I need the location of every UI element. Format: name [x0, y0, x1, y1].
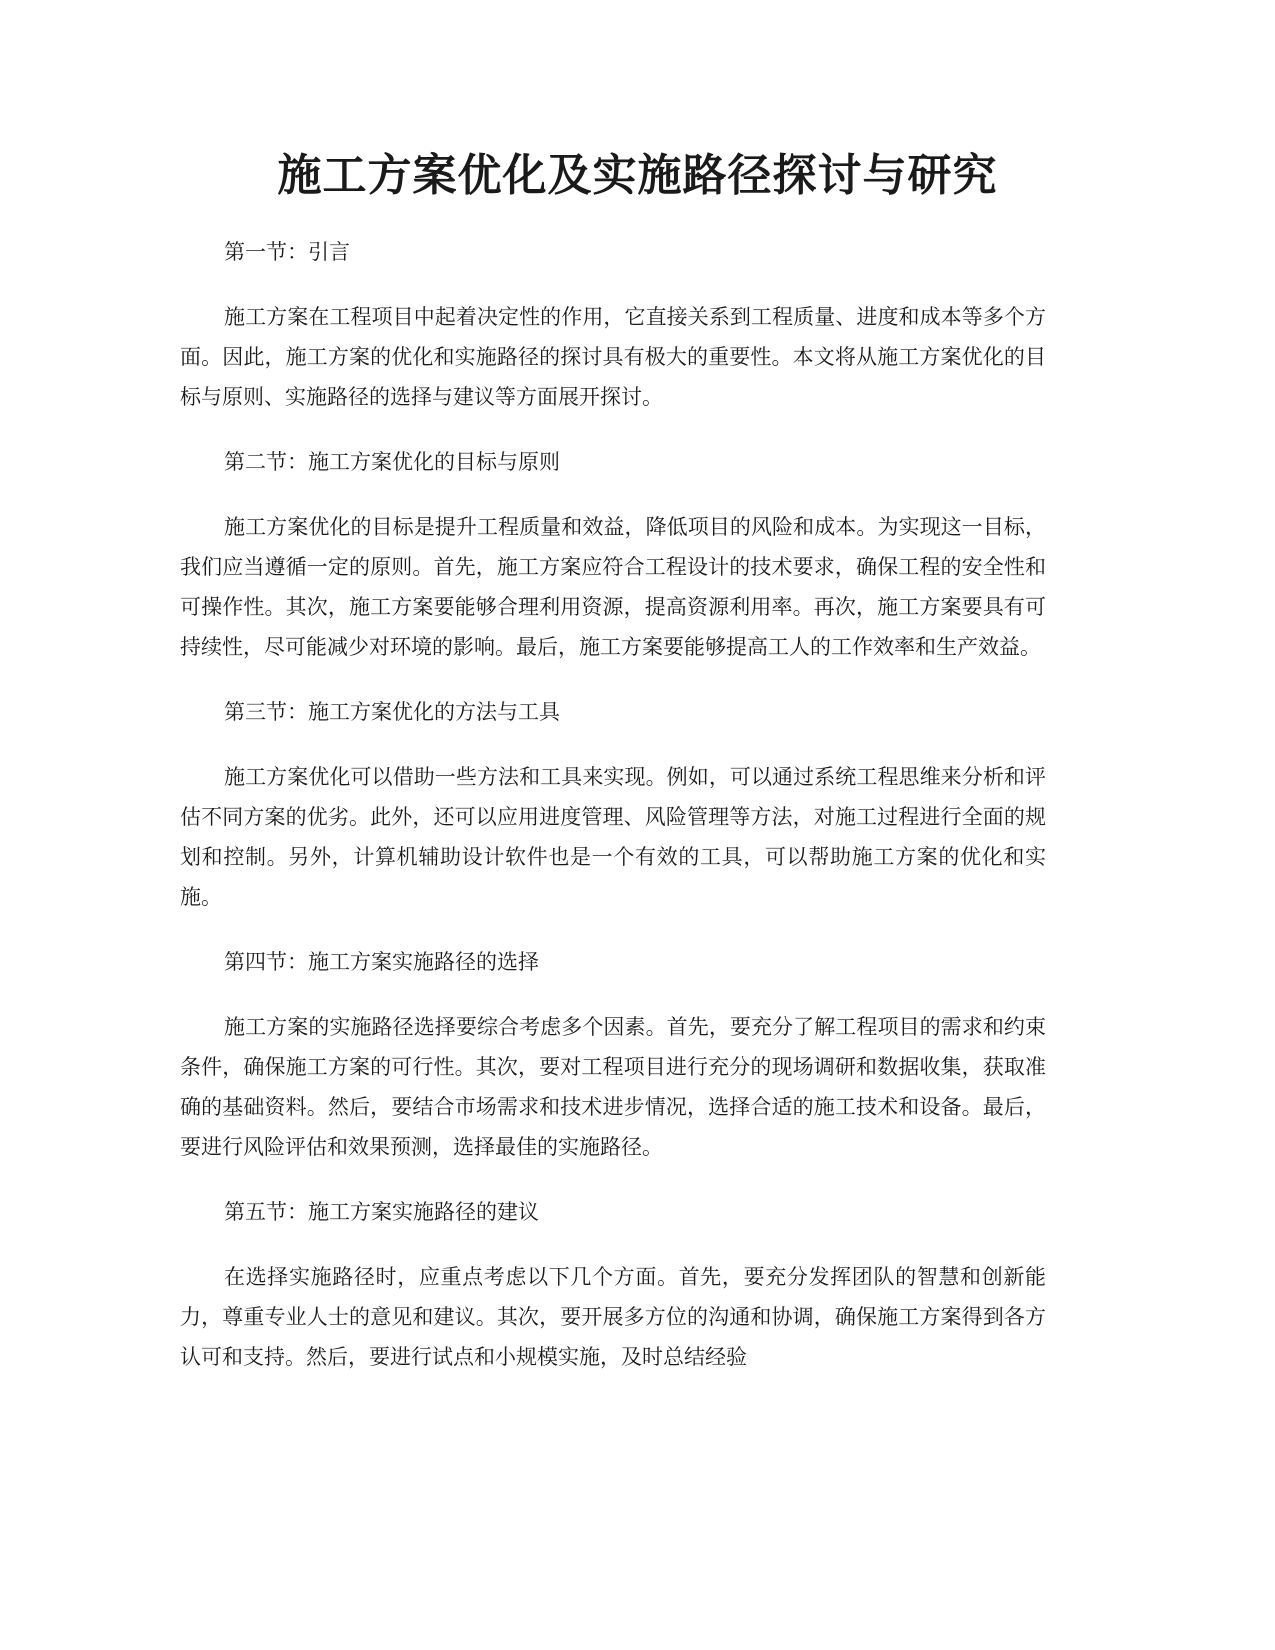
section-paragraph: 施工方案优化可以借助一些方法和工具来实现。例如，可以通过系统工程思维来分析和评估不同方案的优劣。此外，还可以应用进度管理、风险管理等方法，对施工过程进行全面的规划和控制。另外，计算机辅助设计软件也是一个有效的工具，可以帮助施工方案的优化和实施。	[180, 765, 1046, 909]
section-paragraph: 在选择实施路径时，应重点考虑以下几个方面。首先，要充分发挥团队的智慧和创新能力，尊重专业人士的意见和建议。其次，要开展多方位的沟通和协调，确保施工方案得到各方认可和支持。然后，要进行试点和小规模实施，及时总结经验	[180, 1265, 1046, 1369]
section-heading: 第三节：施工方案优化的方法与工具	[224, 700, 560, 724]
section-heading: 第一节：引言	[224, 240, 350, 264]
section-heading: 第二节：施工方案优化的目标与原则	[224, 450, 560, 474]
document-body	[180, 233, 1046, 1403]
section-paragraph: 施工方案在工程项目中起着决定性的作用，它直接关系到工程质量、进度和成本等多个方面。因此，施工方案的优化和实施路径的探讨具有极大的重要性。本文将从施工方案优化的目标与原则、实施路径的选择与建议等方面展开探讨。	[180, 305, 1046, 409]
section-paragraph: 施工方案优化的目标是提升工程质量和效益，降低项目的风险和成本。为实现这一目标，我们应当遵循一定的原则。首先，施工方案应符合工程设计的技术要求，确保工程的安全性和可操作性。其次，施工方案要能够合理利用资源，提高资源利用率。再次，施工方案要具有可持续性，尽可能减少对环境的影响。最后，施工方案要能够提高工人的工作效率和生产效益。	[180, 515, 1046, 659]
section-paragraph: 施工方案的实施路径选择要综合考虑多个因素。首先，要充分了解工程项目的需求和约束条件，确保施工方案的可行性。其次，要对工程项目进行充分的现场调研和数据收集，获取准确的基础资料。然后，要结合市场需求和技术进步情况，选择合适的施工技术和设备。最后，要进行风险评估和效果预测，选择最佳的实施路径。	[180, 1015, 1046, 1159]
document-title: 施工方案优化及实施路径探讨与研究	[277, 150, 998, 201]
section-heading: 第四节：施工方案实施路径的选择	[224, 950, 539, 974]
section-heading: 第五节：施工方案实施路径的建议	[224, 1200, 539, 1224]
